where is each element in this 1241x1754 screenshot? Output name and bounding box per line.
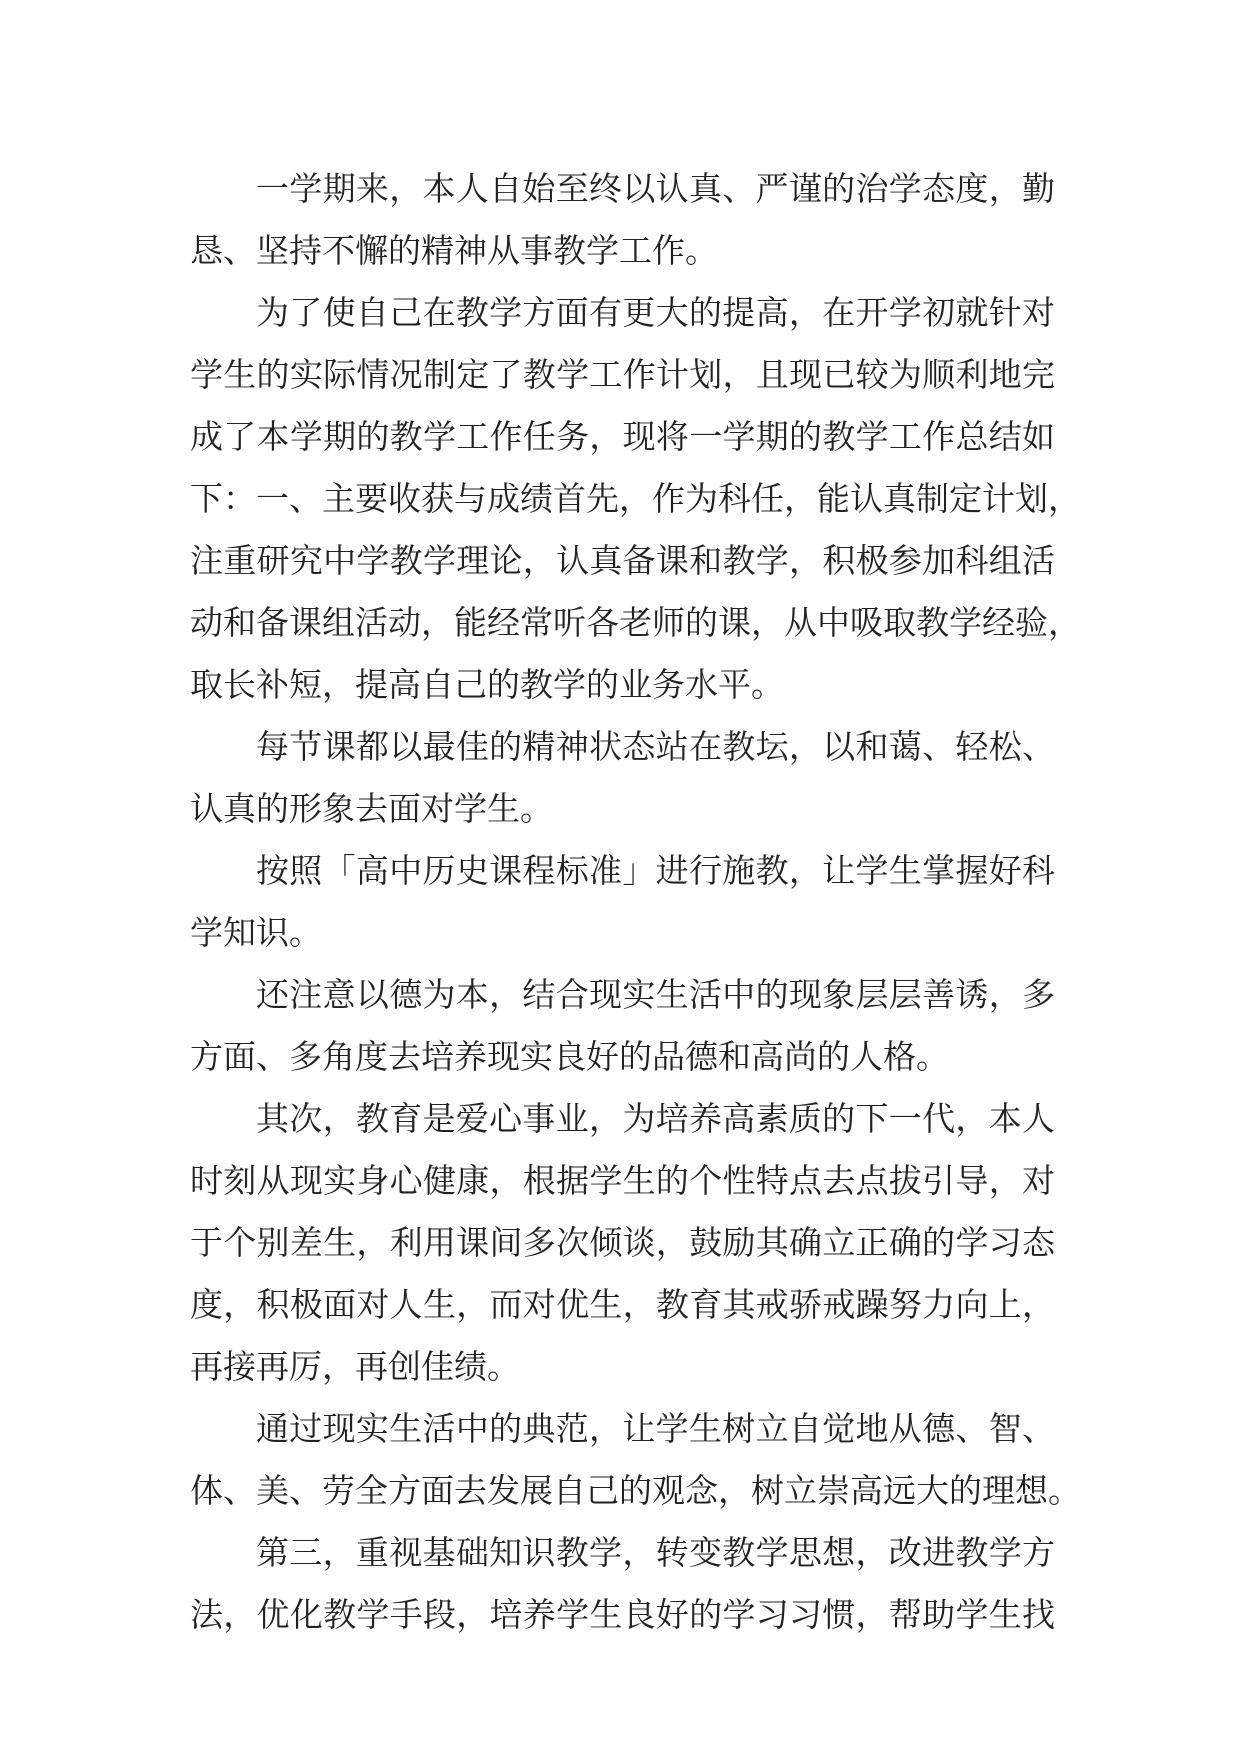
text-line: 注重研究中学教学理论，认真备课和教学，积极参加科组活: [190, 541, 1055, 580]
text-line: 成了本学期的教学工作任务，现将一学期的教学工作总结如: [190, 417, 1055, 456]
text-line: 于个别差生，利用课间多次倾谈，鼓励其确立正确的学习态: [190, 1223, 1055, 1262]
document-body: [190, 158, 1081, 1646]
text-line: 体、美、劳全方面去发展自己的观念，树立崇高远大的理想。: [190, 1471, 1081, 1510]
text-line: 按照「高中历史课程标准」进行施教，让学生掌握好科: [256, 851, 1055, 890]
text-line: 恳、坚持不懈的精神从事教学工作。: [190, 231, 718, 270]
text-line: 通过现实生活中的典范，让学生树立自觉地从德、智、: [256, 1409, 1055, 1448]
text-line: 每节课都以最佳的精神状态站在教坛，以和蔼、轻松、: [256, 727, 1055, 766]
text-line: 一学期来，本人自始至终以认真、严谨的治学态度，勤: [256, 169, 1055, 208]
text-line: 学生的实际情况制定了教学工作计划，且现已较为顺利地完: [190, 355, 1055, 394]
text-line: 下：一、主要收获与成绩首先，作为科任，能认真制定计划，: [190, 479, 1081, 518]
text-line: 法，优化教学手段，培养学生良好的学习习惯，帮助学生找: [190, 1595, 1055, 1634]
text-line: 度，积极面对人生，而对优生，教育其戒骄戒躁努力向上，: [190, 1285, 1055, 1324]
text-line: 方面、多角度去培养现实良好的品德和高尚的人格。: [190, 1037, 949, 1076]
text-line: 取长补短，提高自己的教学的业务水平。: [190, 665, 784, 704]
text-line: 认真的形象去面对学生。: [190, 789, 553, 828]
text-line: 时刻从现实身心健康，根据学生的个性特点去点拔引导，对: [190, 1161, 1055, 1200]
text-line: 其次，教育是爱心事业，为培养高素质的下一代，本人: [256, 1099, 1055, 1138]
text-line: 动和备课组活动，能经常听各老师的课，从中吸取教学经验，: [190, 603, 1081, 642]
text-line: 还注意以德为本，结合现实生活中的现象层层善诱，多: [256, 975, 1055, 1014]
text-line: 第三，重视基础知识教学，转变教学思想，改进教学方: [256, 1533, 1055, 1572]
text-line: 学知识。: [190, 913, 322, 952]
text-line: 再接再厉，再创佳绩。: [190, 1347, 520, 1386]
text-line: 为了使自己在教学方面有更大的提高，在开学初就针对: [256, 293, 1055, 332]
